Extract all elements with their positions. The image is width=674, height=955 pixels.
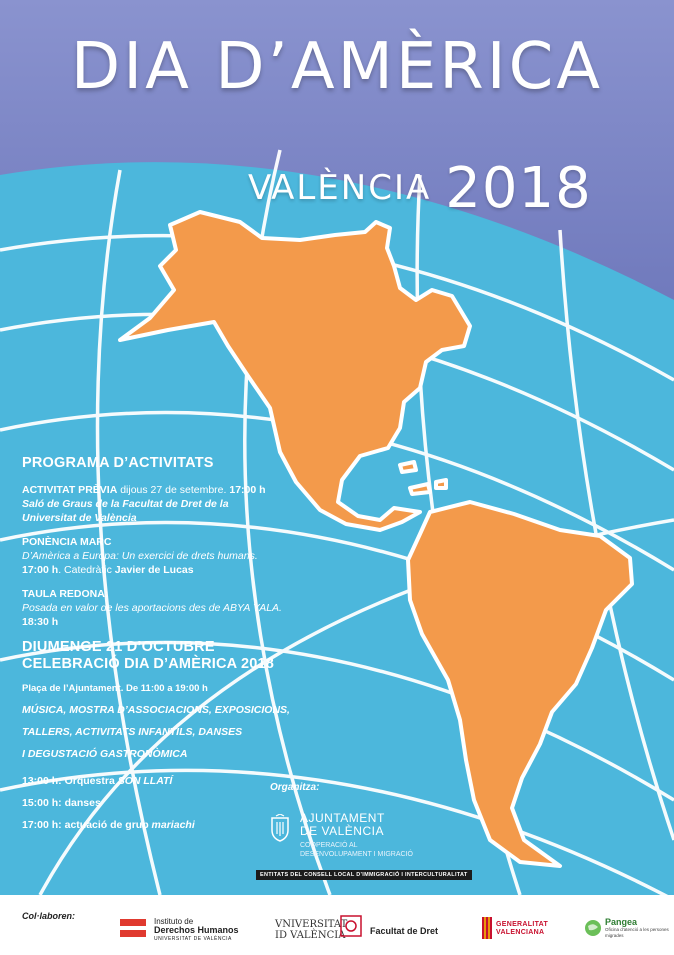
schedule-act: mariachi (151, 819, 195, 831)
universitat-valencia-logo (275, 919, 347, 941)
ajuntament-name-1: AJUNTAMENT (300, 811, 385, 825)
schedule-time: 13:00 h: Orquestra (22, 775, 118, 787)
idh-mark-icon (120, 919, 146, 939)
pangea-name: Pangea (605, 917, 638, 927)
pangea-sub: Oficina d’atenció a les persones migrades (605, 927, 669, 938)
organizer-label: Organitza: (270, 782, 320, 793)
idh-text (154, 917, 274, 944)
activities-list (22, 704, 322, 761)
idh-line-2: Derechos Humanos (154, 925, 239, 935)
previa-date: dijous 27 de setembre. (117, 484, 230, 496)
ajuntament-sub-1: COOPERACIÓ AL (300, 842, 358, 849)
idh-line-1: Instituto de (154, 917, 194, 926)
previa-label: ACTIVITAT PRÈVIA (22, 484, 118, 496)
city-label: VALÈNCIA (248, 168, 432, 208)
poster-subtitle (248, 148, 592, 221)
ponencia-speaker: Javier de Lucas (114, 564, 194, 576)
taula-time: 18:30 h (22, 616, 59, 628)
schedule-item (22, 797, 322, 809)
ponencia-title: D’Amèrica a Europa: Un exercici de drets humans. (22, 550, 258, 562)
consell-banner: ENTITATS DEL CONSELL LOCAL D’IMMIGRACIÓ I INTERCULTURALITAT (256, 870, 472, 880)
program-heading: PROGRAMA D’ACTIVITATS (22, 455, 214, 471)
year-label: 2018 (445, 156, 592, 221)
generalitat-text (496, 921, 576, 937)
schedule-time: 15:00 h: danses (22, 797, 101, 809)
previa-venue-1: Saló de Graus de la Facultat de Dret de la (22, 498, 229, 510)
previa-venue-2: Universitat de València (22, 512, 137, 524)
schedule-act: SON LLATÍ (117, 775, 173, 787)
gv-line-2: VALENCIANA (496, 929, 545, 936)
taula-title: Posada en valor de les aportacions des de ABYA YALA. (22, 602, 282, 614)
ponencia-label: PONÈNCIA MARC (22, 536, 112, 548)
previa-time: 17:00 h (229, 484, 266, 496)
gv-line-1: GENERALITAT (496, 921, 549, 928)
coat-of-arms-icon (268, 814, 292, 842)
uv-line-2: ID VALÈNCIA (275, 930, 346, 941)
activitat-previa (22, 483, 322, 525)
ajuntament-sub (300, 841, 520, 859)
activities-line-2: TALLERS, ACTIVITATS INFANTILS, DANSES (22, 726, 243, 738)
taula-label: TAULA REDONA: (22, 588, 109, 600)
schedule-time: 17:00 h: actuació de grup (22, 819, 152, 831)
activities-line-1: MÚSICA, MOSTRA D’ASSOCIACIONS, EXPOSICIONS, (22, 704, 290, 716)
activities-line-3: I DEGUSTACIÓ GASTRONÒMICA (22, 748, 188, 760)
ponencia-marc (22, 535, 322, 577)
ajuntament-sub-2: DESENVOLUPAMENT I MIGRACIÓ (300, 851, 413, 858)
ponencia-role: . Catedràtic (58, 564, 115, 576)
diumenge-place: Plaça de l’Ajuntament. De 11:00 a 19:00 h (22, 683, 208, 694)
idh-line-3: UNIVERSITAT DE VALÈNCIA (154, 936, 232, 942)
ponencia-time: 17:00 h (22, 564, 59, 576)
ajuntament-name-2: DE VALÈNCIA (300, 824, 384, 838)
taula-redona (22, 587, 322, 629)
diumenge-line-1: DIUMENGE 21 D’OCTUBRE (22, 639, 215, 655)
pangea-text (605, 917, 674, 938)
generalitat-mark-icon (482, 917, 492, 939)
uv-line-1: VNIVERSITAT (275, 919, 348, 930)
facultat-dret-label: Facultat de Dret (370, 926, 439, 936)
globe-icon (584, 919, 602, 937)
diumenge-line-2: CELEBRACIÓ DIA D’AMÈRICA 2018 (22, 656, 275, 672)
poster-title: DIA D’AMÈRICA (70, 30, 604, 104)
collaborators-label: Col·laboren: (22, 911, 75, 921)
ajuntament-text (300, 812, 520, 859)
diumenge-heading (22, 639, 322, 673)
seal-icon (340, 915, 362, 937)
collaborators-footer (0, 895, 674, 955)
